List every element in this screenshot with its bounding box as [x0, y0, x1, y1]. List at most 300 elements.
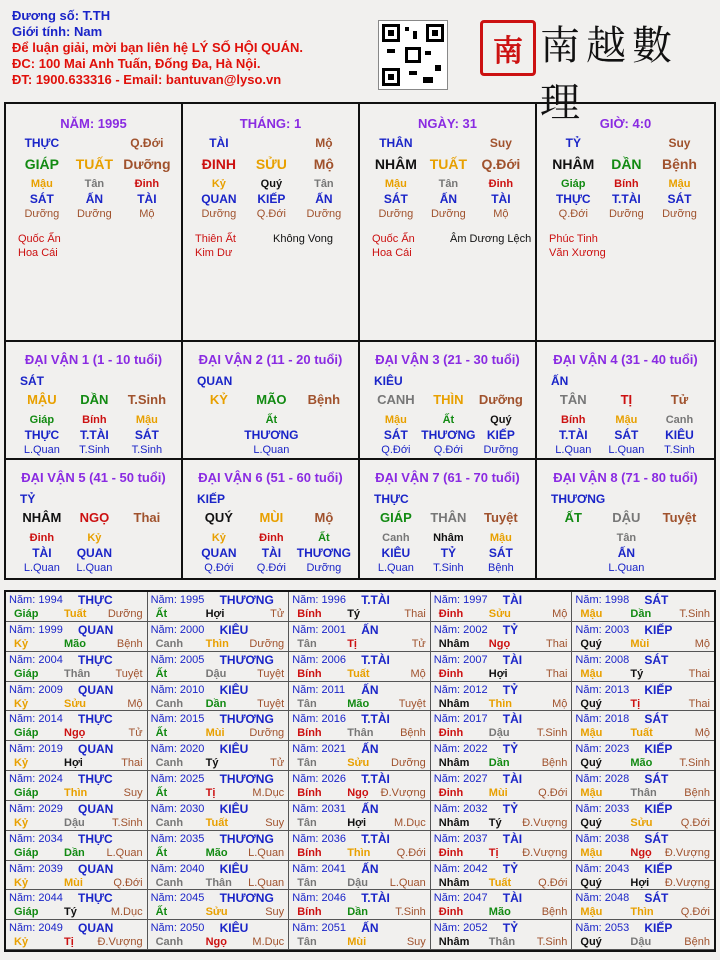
- life-stage-1: Dưỡng: [76, 208, 112, 220]
- year-ten-god: ẤN: [361, 682, 379, 697]
- year-label: Năm: 2000: [150, 623, 205, 636]
- year-ten-god: THƯƠNG: [219, 593, 274, 607]
- year-branch: Dậu: [205, 667, 227, 680]
- star-0: Âm Dương Lệch: [450, 233, 532, 245]
- year-ten-god: TỶ: [502, 622, 519, 637]
- life-stage-2: Dưỡng: [662, 208, 697, 220]
- hidden-stem-1: Tân: [84, 178, 105, 190]
- dv-stem-branch-2: Tuyệt: [484, 510, 518, 525]
- year-cell: [148, 771, 290, 801]
- year-stage: Suy: [265, 906, 285, 919]
- life-stage-2: Mộ: [493, 208, 509, 220]
- ten-god-top-2: Suy: [489, 136, 512, 150]
- dv-stem-branch-2: T.Sinh: [127, 392, 167, 407]
- dv-god-2: KIÊU: [665, 428, 694, 442]
- dai-van-ten-god: KIÊU: [374, 374, 403, 388]
- ten-god-top-2: Suy: [668, 136, 691, 150]
- year-branch: Mùi: [347, 936, 367, 949]
- dv-god-1: T.TÀI: [80, 428, 109, 442]
- year-ten-god: QUAN: [78, 682, 114, 697]
- year-label: Năm: 2031: [292, 802, 346, 815]
- dv-stage-1: T.Sinh: [79, 444, 110, 456]
- year-stage: Tử: [270, 757, 285, 770]
- owner-name: Đương số: T.TH: [12, 8, 111, 23]
- year-label: Năm: 2038: [575, 832, 630, 845]
- year-cell: [431, 652, 573, 682]
- year-cell: [6, 592, 148, 622]
- year-stage: T.Sinh: [679, 757, 710, 770]
- year-stem: Mậu: [580, 906, 603, 919]
- life-stage-0: Dưỡng: [378, 208, 414, 220]
- year-ten-god: KIÊU: [219, 622, 249, 637]
- year-stem: Quý: [580, 816, 602, 829]
- dv-stem-branch-0: GIÁP: [379, 510, 412, 525]
- star-1: Văn Xương: [549, 247, 606, 259]
- year-stem: Giáp: [14, 667, 39, 680]
- year-stem: Mậu: [580, 667, 603, 680]
- dv-god-1: TÀI: [261, 546, 282, 560]
- year-branch: Ngọ: [64, 727, 86, 740]
- hidden-god-0: SÁT: [29, 192, 54, 206]
- hidden-stem-0: Giáp: [561, 178, 586, 190]
- year-stage: L.Quan: [389, 876, 426, 889]
- year-cell: [6, 920, 148, 950]
- year-cell: [289, 771, 431, 801]
- year-stem: Quý: [580, 697, 602, 710]
- dv-stem-branch-1: THÌN: [433, 392, 464, 407]
- dv-stage-2: Dưỡng: [306, 562, 342, 574]
- year-cell: [6, 741, 148, 771]
- stem-branch-1: DẦN: [611, 156, 642, 172]
- dv-stage-2: T.Sinh: [131, 444, 163, 456]
- year-cell: [572, 831, 714, 861]
- year-cell: [148, 711, 290, 741]
- year-branch: Thân: [347, 727, 374, 740]
- star-list-left: [195, 232, 236, 260]
- year-branch: Thân: [488, 936, 516, 949]
- year-stem: Quý: [580, 757, 602, 770]
- year-branch: Thìn: [630, 906, 654, 919]
- year-branch: Mão: [205, 846, 228, 859]
- year-stage: Mộ: [552, 697, 568, 710]
- pillar-title: THÁNG: 1: [239, 116, 302, 131]
- dv-stem-branch-1: NGỌ: [79, 510, 110, 525]
- year-ten-god: ẤN: [361, 742, 379, 757]
- year-stem: Đinh: [438, 906, 464, 919]
- year-stage: T.Sinh: [536, 936, 568, 949]
- year-ten-god: KIÊU: [219, 801, 249, 816]
- year-stage: Thai: [545, 637, 568, 650]
- year-stem: Tân: [297, 757, 317, 770]
- dv-stem-branch-2: Thai: [133, 510, 161, 525]
- year-ten-god: T.TÀI: [361, 772, 390, 786]
- year-stage: T.Sinh: [536, 727, 568, 740]
- star-0: Phúc Tinh: [549, 233, 598, 245]
- year-branch: Tị: [630, 697, 641, 710]
- year-label: Năm: 1999: [9, 623, 63, 636]
- year-ten-god: KIÊU: [219, 921, 249, 936]
- year-stage: Mộ: [694, 727, 710, 740]
- star-0: Thiên Ất: [195, 233, 236, 245]
- year-stem: Tân: [297, 637, 317, 650]
- year-stage: Mộ: [410, 667, 426, 680]
- stem-branch-2: Bệnh: [661, 156, 697, 172]
- star-1: Hoa Cái: [372, 247, 412, 259]
- hidden-god-1: ẤN: [85, 192, 104, 206]
- year-label: Năm: 2010: [150, 683, 205, 696]
- year-ten-god: THỰC: [78, 593, 113, 607]
- year-stem: Nhâm: [438, 637, 470, 650]
- hidden-stem-0: Kỷ: [211, 178, 226, 190]
- year-ten-god: SÁT: [644, 712, 669, 727]
- year-label: Năm: 2043: [575, 862, 630, 875]
- dv-hidden-1: Mậu: [615, 414, 638, 426]
- year-branch: Tý: [205, 757, 219, 770]
- year-branch: Hợi: [205, 608, 225, 620]
- contact-line-3: ĐT: 1900.633316 - Email: bantuvan@lyso.vn: [12, 72, 282, 87]
- year-stage: Đ.Vượng: [664, 876, 710, 889]
- year-stem: Ất: [155, 787, 168, 799]
- pillar-title: NĂM: 1995: [60, 116, 127, 131]
- year-ten-god: TỶ: [502, 921, 519, 936]
- dai-van-ten-god: TỶ: [20, 492, 36, 506]
- dv-hidden-0: Đinh: [29, 532, 55, 544]
- year-stem: Canh: [155, 816, 184, 829]
- life-stage-2: Mộ: [139, 208, 155, 220]
- dv-stage-1: L.Quan: [608, 444, 645, 456]
- year-stem: Quý: [580, 637, 602, 650]
- year-stage: L.Quan: [248, 846, 285, 859]
- year-ten-god: KIẾP: [644, 921, 673, 936]
- year-stage: Bệnh: [684, 936, 710, 949]
- year-cell: [572, 682, 714, 712]
- year-ten-god: KIẾP: [644, 801, 673, 816]
- year-stem: Canh: [155, 936, 184, 949]
- hidden-god-0: QUAN: [201, 192, 237, 206]
- year-ten-god: TÀI: [502, 831, 523, 846]
- dai-van-5: [6, 460, 183, 578]
- year-cell: [572, 801, 714, 831]
- year-stage: Thai: [688, 667, 710, 680]
- year-branch: Thân: [64, 667, 91, 680]
- year-label: Năm: 2028: [575, 773, 630, 785]
- year-ten-god: T.TÀI: [361, 891, 390, 906]
- year-ten-god: TỶ: [502, 742, 519, 757]
- year-ten-god: THỰC: [78, 772, 113, 786]
- dv-stem-branch-0: ẤT: [564, 510, 582, 525]
- year-ten-god: KIÊU: [219, 682, 249, 697]
- year-cell: [572, 711, 714, 741]
- year-stage: Mộ: [694, 637, 710, 650]
- year-stage: Đ.Vượng: [664, 846, 710, 859]
- year-branch: Sửu: [347, 757, 370, 770]
- year-stem: Mậu: [580, 727, 603, 740]
- brand-title: 南越數理: [540, 23, 678, 126]
- dai-van-ten-god: KIẾP: [197, 492, 226, 506]
- year-ten-god: TÀI: [502, 652, 523, 667]
- life-stage-2: Dưỡng: [306, 208, 342, 220]
- year-label: Năm: 2022: [433, 743, 488, 756]
- year-label: Năm: 2014: [9, 713, 63, 726]
- contact-line-1: Để luận giải, mời bạn liên hệ LÝ SỐ HỘI QUÁN.: [12, 40, 303, 55]
- year-cell: [431, 622, 573, 652]
- year-label: Năm: 1998: [575, 594, 630, 606]
- pillar-3: [537, 104, 714, 340]
- dv-god-0: KIÊU: [381, 546, 411, 560]
- stem-branch-0: NHÂM: [374, 156, 417, 172]
- year-label: Năm: 2034: [9, 832, 63, 845]
- dai-van-ten-god: QUAN: [197, 374, 233, 388]
- pillar-title: GIỜ: 4:0: [599, 116, 652, 131]
- hidden-god-2: TÀI: [137, 192, 157, 206]
- dv-stem-branch-2: Dưỡng: [478, 392, 523, 407]
- pillar-2: [360, 104, 537, 340]
- dai-van-grid: [4, 342, 716, 580]
- year-cell: [289, 741, 431, 771]
- year-cell: [148, 622, 290, 652]
- year-ten-god: SÁT: [644, 593, 669, 607]
- year-label: Năm: 2001: [292, 623, 346, 636]
- stem-branch-1: TUẤT: [75, 156, 114, 172]
- qr-code: [378, 20, 448, 90]
- year-branch: Tý: [488, 816, 502, 829]
- year-stem: Tân: [297, 876, 317, 889]
- life-stage-1: Q.Đới: [256, 208, 286, 220]
- year-label: Năm: 2036: [292, 832, 346, 845]
- dv-stage-0: L.Quan: [23, 562, 60, 574]
- year-cell: [6, 801, 148, 831]
- year-ten-god: TỶ: [502, 801, 519, 816]
- contact-line-2: ĐC: 100 Mai Anh Tuấn, Đống Đa, Hà Nội.: [12, 56, 261, 71]
- star-1: Kim Dư: [195, 247, 233, 259]
- pillar-title: NGÀY: 31: [418, 116, 477, 131]
- year-ten-god: THỰC: [78, 831, 113, 846]
- year-branch: Mão: [630, 757, 653, 770]
- dv-stem-branch-2: Tuyệt: [662, 510, 697, 525]
- year-cell: [431, 771, 573, 801]
- year-stem: Canh: [155, 876, 184, 889]
- year-stage: Thai: [545, 667, 568, 680]
- year-cell: [289, 801, 431, 831]
- stem-branch-1: SỬU: [255, 156, 287, 172]
- hidden-god-0: THỰC: [555, 192, 591, 206]
- year-cell: [572, 741, 714, 771]
- year-branch: Thân: [630, 787, 657, 799]
- hidden-god-1: ẤN: [439, 192, 458, 206]
- year-stem: Canh: [155, 637, 184, 650]
- year-label: Năm: 2030: [150, 802, 205, 815]
- dv-stage-2: Dưỡng: [483, 444, 519, 456]
- star-0: Không Vong: [273, 233, 333, 245]
- hidden-god-1: T.TÀI: [612, 192, 641, 206]
- year-stem: Kỷ: [14, 876, 29, 889]
- year-ten-god: QUAN: [78, 742, 114, 757]
- year-label: Năm: 2037: [433, 832, 488, 845]
- year-stem: Tân: [297, 697, 317, 710]
- year-label: Năm: 2003: [575, 623, 630, 636]
- year-cell: [289, 592, 431, 622]
- dv-stem-branch-1: MÙI: [259, 510, 284, 525]
- year-cell: [289, 682, 431, 712]
- hidden-stem-1: Bính: [614, 178, 639, 190]
- dai-van-7: [360, 460, 537, 578]
- annual-grid: [4, 590, 716, 952]
- dv-stage-1: L.Quan: [608, 562, 645, 574]
- red-seal-logo: [480, 20, 536, 76]
- year-branch: Tị: [488, 846, 499, 859]
- year-stage: Q.Đới: [538, 876, 568, 889]
- year-ten-god: ẤN: [361, 921, 379, 936]
- hidden-god-2: TÀI: [491, 192, 511, 206]
- year-label: Năm: 2052: [433, 922, 488, 935]
- year-ten-god: TÀI: [502, 891, 523, 906]
- year-stem: Bính: [297, 906, 322, 919]
- year-branch: Thìn: [205, 637, 229, 650]
- hidden-god-2: SÁT: [667, 192, 692, 206]
- year-cell: [6, 771, 148, 801]
- year-ten-god: THƯƠNG: [219, 831, 274, 846]
- year-branch: Sửu: [64, 697, 87, 710]
- year-branch: Tuất: [630, 727, 653, 740]
- star-0: Quốc Ấn: [372, 233, 415, 245]
- year-stage: Q.Đới: [680, 906, 710, 919]
- year-branch: Sửu: [630, 816, 653, 829]
- year-stage: L.Quan: [248, 876, 285, 889]
- year-ten-god: TÀI: [502, 712, 523, 727]
- dai-van-title: ĐẠI VẬN 2 (11 - 20 tuổi): [198, 352, 343, 367]
- year-ten-god: TÀI: [502, 772, 523, 786]
- year-label: Năm: 2011: [292, 683, 346, 696]
- hidden-stem-0: Mậu: [384, 178, 407, 190]
- year-branch: Dần: [630, 608, 652, 620]
- year-ten-god: QUAN: [78, 861, 114, 876]
- year-branch: Tý: [347, 608, 361, 620]
- year-cell: [148, 652, 290, 682]
- star-list-left: [18, 232, 61, 260]
- year-label: Năm: 1994: [9, 594, 63, 606]
- dv-god-1: THƯƠNG: [244, 428, 299, 442]
- year-branch: Mão: [347, 697, 370, 710]
- year-ten-god: TỶ: [502, 861, 519, 876]
- year-stage: Bệnh: [541, 757, 568, 770]
- dv-stem-branch-0: MẬU: [27, 392, 57, 407]
- year-cell: [6, 652, 148, 682]
- dv-stage-0: L.Quan: [555, 444, 592, 456]
- dv-god-0: THỰC: [24, 428, 60, 442]
- year-stage: Suy: [123, 787, 143, 799]
- year-branch: Dậu: [630, 936, 652, 949]
- year-ten-god: THỰC: [78, 652, 113, 667]
- dv-stage-1: Q.Đới: [433, 444, 463, 456]
- year-cell: [572, 622, 714, 652]
- year-branch: Dậu: [488, 727, 510, 740]
- dv-stem-branch-1: THÂN: [430, 510, 467, 525]
- year-stem: Mậu: [580, 846, 603, 859]
- year-cell: [572, 652, 714, 682]
- year-stage: Dưỡng: [249, 637, 285, 650]
- dai-van-6: [183, 460, 360, 578]
- year-stem: Bính: [297, 787, 322, 799]
- dv-stem-branch-0: KỶ: [209, 392, 228, 407]
- dv-hidden-2: Mậu: [489, 532, 512, 544]
- year-branch: Tuất: [488, 876, 512, 889]
- year-label: Năm: 2051: [292, 922, 346, 935]
- year-branch: Mùi: [488, 787, 508, 799]
- hidden-god-0: SÁT: [383, 192, 408, 206]
- year-label: Năm: 2016: [292, 713, 346, 726]
- year-stage: M.Dục: [394, 816, 426, 829]
- year-stem: Nhâm: [438, 816, 470, 829]
- year-cell: [148, 890, 290, 920]
- year-stem: Ất: [155, 608, 168, 620]
- year-cell: [148, 920, 290, 950]
- stem-branch-0: ĐINH: [201, 156, 236, 172]
- year-stem: Đinh: [438, 727, 464, 740]
- four-pillars: [4, 102, 716, 342]
- year-stage: Q.Đới: [113, 876, 143, 889]
- year-stem: Kỷ: [14, 637, 29, 650]
- dai-van-title: ĐẠI VẬN 3 (21 - 30 tuổi): [375, 352, 520, 367]
- year-ten-god: THƯƠNG: [219, 891, 274, 906]
- year-branch: Tuất: [205, 816, 228, 829]
- year-cell: [431, 711, 573, 741]
- dv-hidden-1: Ất: [265, 414, 278, 426]
- year-stem: Nhâm: [438, 876, 470, 889]
- year-stage: Tử: [270, 608, 285, 620]
- year-ten-god: THỰC: [78, 891, 113, 906]
- gender: Giới tính: Nam: [12, 24, 103, 39]
- pillar-1: [183, 104, 360, 340]
- year-label: Năm: 2040: [150, 862, 205, 875]
- dv-hidden-2: Quý: [490, 414, 512, 426]
- year-branch: Dần: [347, 906, 368, 919]
- dv-hidden-1: Bính: [82, 414, 107, 426]
- year-stem: Kỷ: [14, 757, 29, 770]
- year-ten-god: ẤN: [361, 622, 379, 637]
- year-cell: [572, 592, 714, 622]
- year-label: Năm: 2020: [150, 743, 205, 756]
- year-stage: M.Dục: [252, 787, 285, 799]
- year-stage: M.Dục: [110, 906, 143, 919]
- star-list-left: [372, 232, 415, 260]
- stem-branch-0: NHÂM: [552, 156, 595, 172]
- year-branch: Tị: [205, 787, 216, 799]
- year-branch: Dần: [205, 697, 227, 710]
- year-stem: Canh: [155, 757, 184, 770]
- year-branch: Dần: [488, 757, 510, 770]
- year-label: Năm: 2025: [150, 773, 205, 785]
- year-label: Năm: 2049: [9, 922, 63, 935]
- dv-stem-branch-1: DẬU: [612, 510, 641, 525]
- stem-branch-2: Q.Đới: [481, 156, 521, 172]
- year-stem: Bính: [297, 846, 322, 859]
- dai-van-title: ĐẠI VẬN 8 (71 - 80 tuổi): [553, 470, 698, 485]
- year-cell: [572, 861, 714, 891]
- year-label: Năm: 2013: [575, 683, 630, 696]
- year-stage: T.Sinh: [679, 608, 710, 620]
- year-stage: Bệnh: [684, 787, 710, 799]
- year-ten-god: ẤN: [361, 801, 379, 816]
- year-branch: Dậu: [64, 816, 85, 829]
- dv-stage-2: T.Sinh: [664, 444, 695, 456]
- dv-hidden-0: Mậu: [384, 414, 407, 426]
- year-branch: Mão: [488, 906, 511, 919]
- year-cell: [431, 890, 573, 920]
- year-label: Năm: 2050: [150, 922, 205, 935]
- dv-god-2: SÁT: [134, 428, 159, 442]
- year-stem: Tân: [297, 816, 317, 829]
- life-stage-0: Dưỡng: [24, 208, 60, 220]
